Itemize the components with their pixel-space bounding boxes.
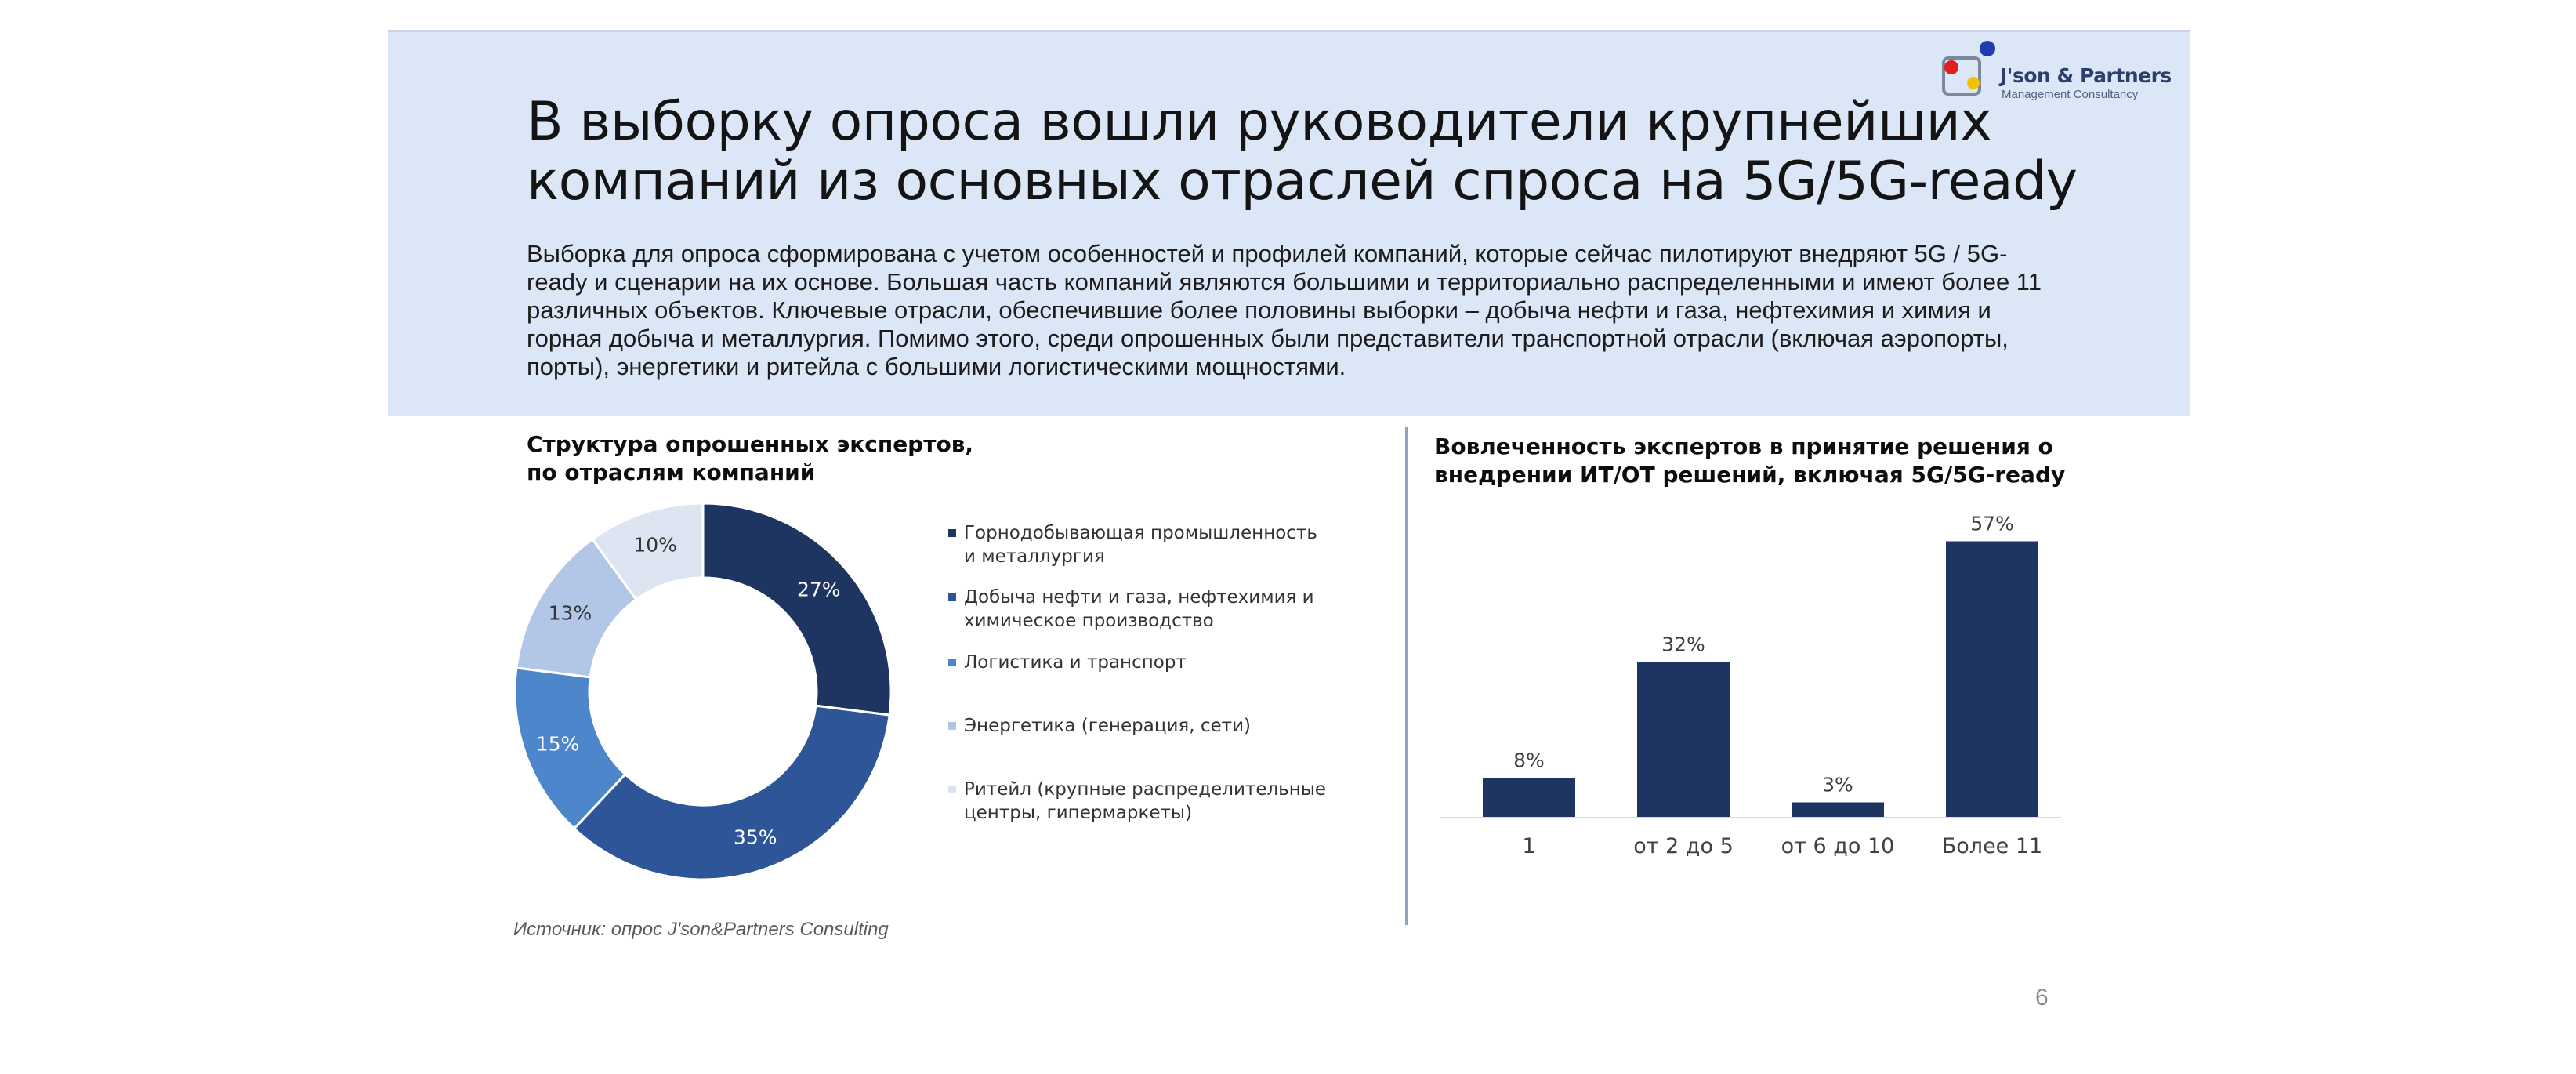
description-line: порты), энергетики и ритейла с большими логистическими мощностями. — [527, 353, 1346, 380]
slide-title — [527, 93, 2141, 212]
chart-title-line: Структура опрошенных экспертов, — [527, 431, 974, 457]
x-tick-label: от 2 до 5 — [1633, 834, 1734, 858]
legend-marker — [948, 593, 956, 601]
legend-label: Добыча нефти и газа, нефтехимия и химическое производство — [964, 587, 1314, 631]
description-line: горная добыча и металлургия. Помимо этого, среди опрошенных были представители транспортной отрасли (включая аэропорты, — [527, 325, 2009, 352]
description-line: различных объектов. Ключевые отрасли, обеспечившие более половины выборки – добыча нефти и газа, нефтехимия и химия и — [527, 296, 1991, 324]
bar-value-label: 3% — [1822, 773, 1853, 796]
legend-label: Энергетика (генерация, сети) — [964, 716, 1251, 736]
bar-chart — [1434, 510, 2085, 878]
source-note: Источник: опрос J'son&Partners Consulting — [513, 919, 889, 940]
bar — [1792, 803, 1884, 818]
donut-slice — [703, 503, 891, 715]
legend-marker — [948, 786, 956, 793]
donut-value-label: 13% — [548, 601, 592, 625]
donut-slice — [574, 706, 889, 880]
bar — [1637, 662, 1730, 817]
x-tick-label: от 6 до 10 — [1781, 834, 1895, 858]
legend-label: Ритейл (крупные распределительные центры, гипермаркеты) — [964, 779, 1327, 823]
donut-value-label: 35% — [733, 825, 777, 849]
bar — [1483, 778, 1575, 817]
chart-title-line: по отраслям компаний — [527, 459, 816, 485]
slide-description — [527, 240, 2125, 381]
legend-label: Логистика и транспорт — [964, 652, 1187, 673]
x-tick-label: 1 — [1522, 834, 1536, 858]
bar — [1946, 542, 2038, 818]
chart-title-line: Вовлеченность экспертов в принятие решения о — [1434, 434, 2053, 459]
divider — [1405, 427, 1408, 925]
logo-subtext: Management Consultancy — [2002, 88, 2139, 101]
bar-chart-title — [1434, 433, 2139, 489]
bar-value-label: 32% — [1661, 633, 1705, 656]
donut-value-label: 27% — [796, 578, 841, 601]
legend-marker — [948, 722, 956, 730]
x-tick-label: Более 11 — [1941, 834, 2043, 858]
company-logo — [1939, 39, 2174, 110]
bar-value-label: 8% — [1513, 749, 1545, 772]
legend-marker — [948, 659, 956, 666]
donut-value-label: 10% — [633, 533, 677, 557]
donut-chart-title — [527, 430, 1075, 487]
page-number: 6 — [2035, 985, 2049, 1011]
legend-marker — [948, 529, 956, 537]
slide-title-line: компаний из основных отраслей спроса на 5G/5G-ready — [527, 151, 2078, 212]
description-line: ready и сценарии на их основе. Большая часть компаний являются большими и территориально распределенными и имеют более 11 — [527, 268, 2042, 296]
slide-title-line: В выборку опроса вошли руководители крупнейших — [527, 91, 1992, 153]
bar-value-label: 57% — [1970, 512, 2014, 535]
description-line: Выборка для опроса сформирована с учетом особенностей и профилей компаний, которые сейчас пилотируют внедряют 5G / 5G- — [527, 240, 2008, 267]
logo-text: J'son & Partners — [2000, 64, 2172, 87]
logo-mark-icon — [1939, 39, 2000, 110]
chart-title-line: внедрении ИТ/ОТ решений, включая 5G/5G-ready — [1434, 462, 2066, 488]
legend-label: Горнодобывающая промышленность и металлургия — [964, 523, 1317, 567]
donut-chart — [502, 490, 909, 898]
donut-value-label: 15% — [535, 732, 580, 756]
